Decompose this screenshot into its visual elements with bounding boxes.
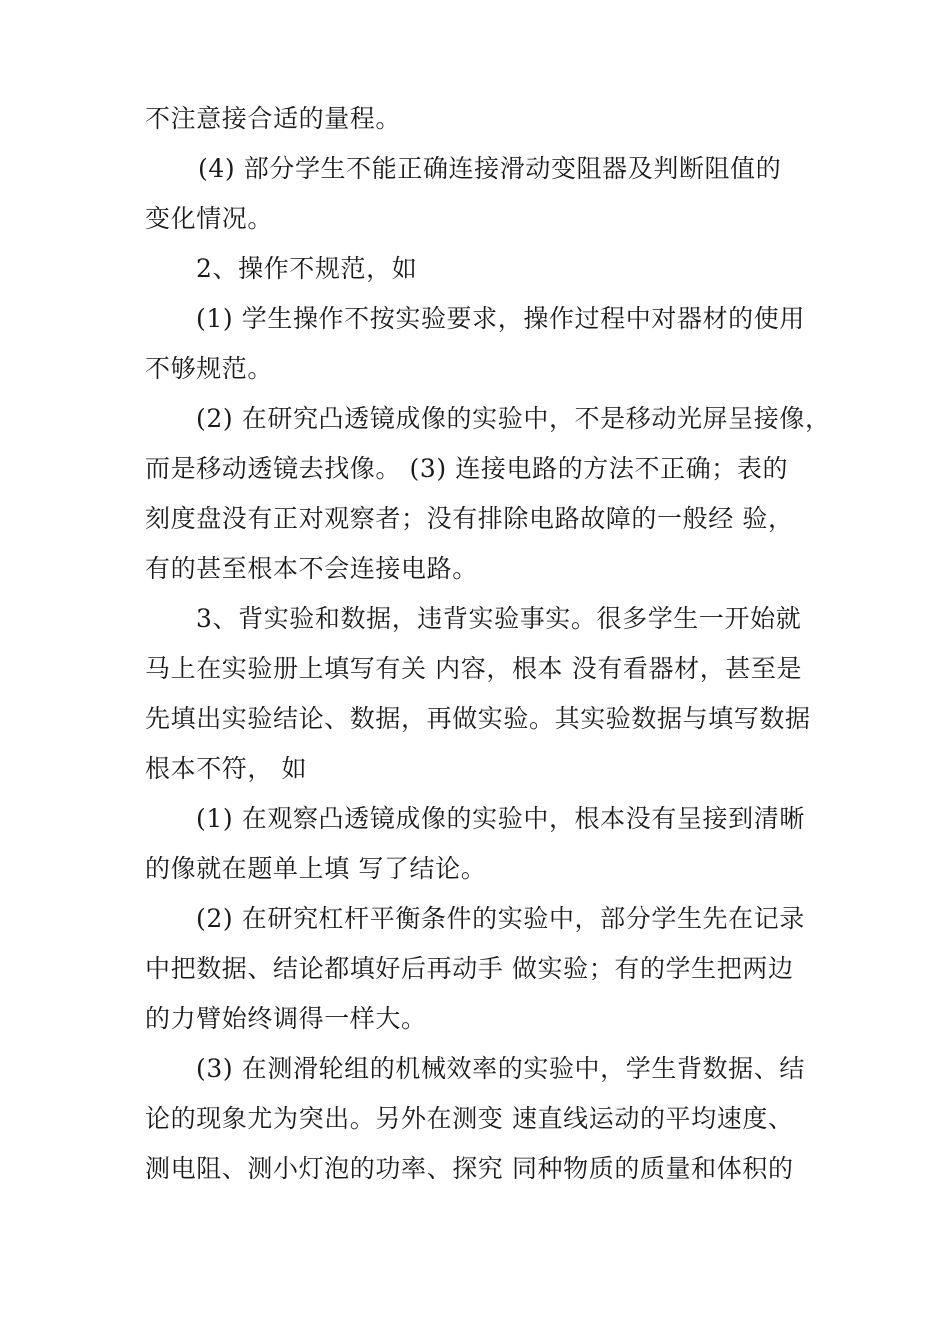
text-line: 测电阻、测小灯泡的功率、探究 同种物质的质量和体积的 xyxy=(145,1154,794,1183)
text-line: (1) 学生操作不按实验要求，操作过程中对器材的使用 xyxy=(196,304,805,333)
text-line: 刻度盘没有正对观察者；没有排除电路故障的一般经 验， xyxy=(145,504,794,533)
text-line: 不够规范。 xyxy=(145,354,274,383)
text-line: 的像就在题单上填 写了结论。 xyxy=(145,854,487,883)
text-line: (2) 在研究杠杆平衡条件的实验中，部分学生先在记录 xyxy=(196,904,805,933)
text-line: (4) 部分学生不能正确连接滑动变阻器及判断阻值的 xyxy=(198,154,782,183)
text-line: 2、操作不规范，如 xyxy=(196,254,418,283)
text-line: (2) 在研究凸透镜成像的实验中，不是移动光屏呈接像， xyxy=(196,404,831,433)
text-line: 而是移动透镜去找像。 (3) 连接电路的方法不正确；表的 xyxy=(145,454,789,483)
text-line: 中把数据、结论都填好后再动手 做实验；有的学生把两边 xyxy=(145,954,794,983)
text-line: 3、背实验和数据，违背实验事实。很多学生一开始就 xyxy=(196,604,802,633)
text-line: 根本不符， 如 xyxy=(145,754,308,783)
text-line: 论的现象尤为突出。另外在测变 速直线运动的平均速度、 xyxy=(145,1104,794,1133)
text-line: 不注意接合适的量程。 xyxy=(145,104,402,133)
text-line: 变化情况。 xyxy=(145,204,274,233)
text-line: 有的甚至根本不会连接电路。 xyxy=(145,554,478,583)
text-line: (3) 在测滑轮组的机械效率的实验中，学生背数据、结 xyxy=(196,1054,805,1083)
text-line: (1) 在观察凸透镜成像的实验中，根本没有呈接到清晰 xyxy=(196,804,805,833)
text-line: 马上在实验册上填写有关 内容，根本 没有看器材，甚至是 xyxy=(145,654,803,683)
text-line: 先填出实验结论、数据，再做实验。其实验数据与填写数据 xyxy=(145,704,811,733)
text-line: 的力臂始终调得一样大。 xyxy=(145,1004,427,1033)
